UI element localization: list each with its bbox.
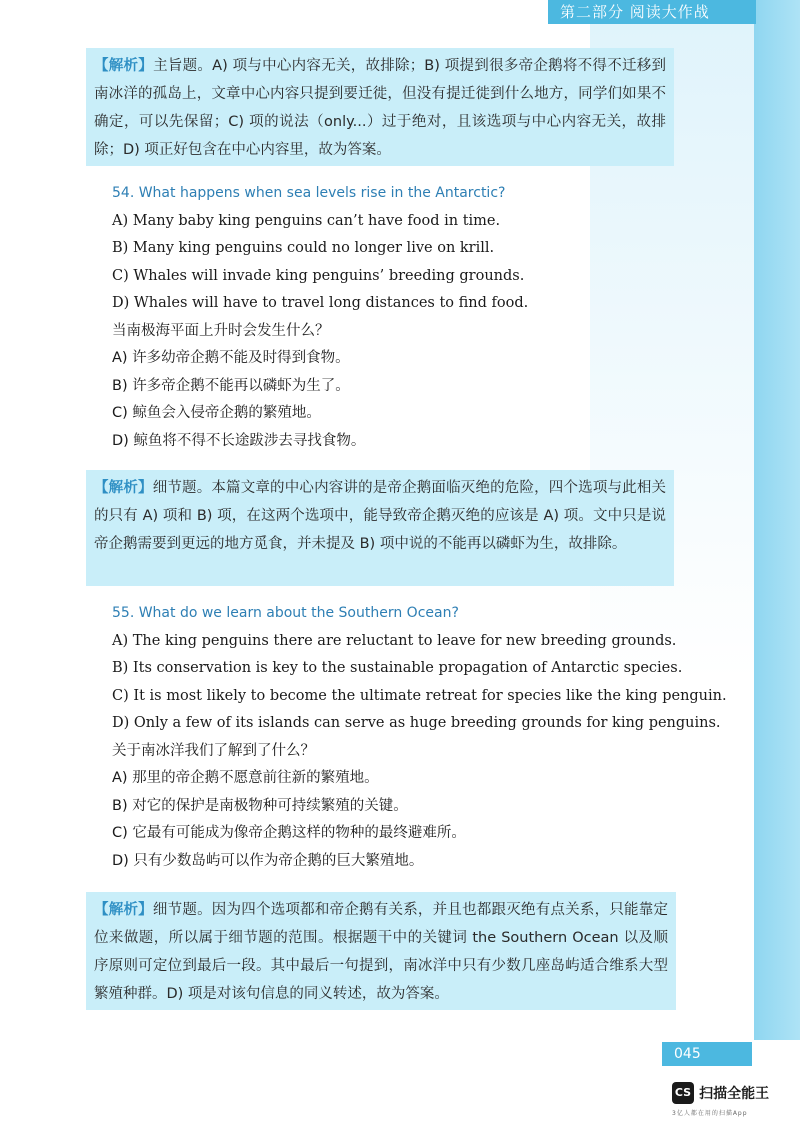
- camscanner-logo-icon: CS: [672, 1082, 694, 1104]
- scanner-watermark: [672, 1082, 792, 1117]
- analysis-tag: 【解析】: [94, 58, 154, 74]
- option-c-cn: C) 鲸鱼会入侵帝企鹅的繁殖地。: [112, 405, 321, 421]
- option-a-cn: A) 许多幼帝企鹅不能及时得到食物。: [112, 350, 350, 366]
- option-d-cn: D) 只有少数岛屿可以作为帝企鹅的巨大繁殖地。: [112, 852, 424, 869]
- option-a-cn: A) 那里的帝企鹅不愿意前往新的繁殖地。: [112, 770, 379, 786]
- question-55: [112, 600, 727, 875]
- analysis-box-54: [86, 470, 674, 586]
- question-title-cn: 当南极海平面上升时会发生什么？: [112, 322, 330, 339]
- option-b: B) Its conservation is key to the sustainable propagation of Antarctic species.: [112, 660, 683, 676]
- question-title: 54. What happens when sea levels rise in the Antarctic?: [112, 185, 506, 201]
- option-b-cn: B) 对它的保护是南极物种可持续繁殖的关键。: [112, 797, 408, 814]
- option-c: C) Whales will invade king penguins’ breeding grounds.: [112, 267, 525, 284]
- question-title: 55. What do we learn about the Southern Ocean?: [112, 605, 459, 621]
- question-title-cn: 关于南冰洋我们了解到了什么？: [112, 742, 315, 759]
- analysis-text: 主旨题。A) 项与中心内容无关，故排除；B) 项提到很多帝企鹅将不得不迁移到南冰洋的孤岛上，文章中心内容只提到要迁徙，但没有提迁徙到什么地方，同学们如果不确定，可以先保留；C) 项的说法（only...）过于绝对，且该选项与中心内容无关，故排除；D) 项正好包含在中心内容里，故为答案。: [94, 58, 667, 158]
- option-c: C) It is most likely to become the ultimate retreat for species like the king penguin.: [112, 687, 727, 704]
- analysis-tag: 【解析】: [94, 480, 153, 496]
- option-a: A) The king penguins there are reluctant to leave for new breeding grounds.: [112, 632, 677, 649]
- option-b: B) Many king penguins could no longer live on krill.: [112, 240, 495, 256]
- analysis-text: 细节题。因为四个选项都和帝企鹅有关系，并且也都跟灭绝有点关系，只能靠定位来做题，所以属于细节题的范围。根据题干中的关键词 the Southern Ocean 以及顺序原则可定位到最后一段。其中最后一句提到，南冰洋中只有少数几座岛屿适合维系大型繁殖种群。D) 项是对该句信息的同义转述，故为答案。: [94, 902, 669, 1002]
- option-d-cn: D) 鲸鱼将不得不长途跋涉去寻找食物。: [112, 432, 366, 449]
- question-54: [112, 180, 528, 455]
- analysis-tag: 【解析】: [94, 902, 153, 918]
- page-number: 045: [662, 1042, 752, 1066]
- option-c-cn: C) 它最有可能成为像帝企鹅这样的物种的最终避难所。: [112, 825, 466, 841]
- option-a: A) Many baby king penguins can’t have food in time.: [112, 212, 501, 229]
- watermark-name: 扫描全能王: [699, 1086, 770, 1102]
- section-header: 第二部分 阅读大作战: [548, 0, 756, 24]
- page-edge-strip: [754, 0, 800, 1040]
- option-d: D) Whales will have to travel long distances to find food.: [112, 295, 529, 311]
- option-d: D) Only a few of its islands can serve as huge breeding grounds for king penguins.: [112, 715, 721, 731]
- analysis-box-53: [86, 48, 674, 166]
- analysis-box-55: [86, 892, 676, 1010]
- analysis-text: 细节题。本篇文章的中心内容讲的是帝企鹅面临灭绝的危险，四个选项与此相关的只有 A) 项和 B) 项，在这两个选项中，能导致帝企鹅灭绝的应该是 A) 项。文中只是说帝企鹅需要到更远的地方觅食，并未提及 B) 项中说的不能再以磷虾为生，故排除。: [94, 480, 667, 552]
- watermark-subtitle: 3亿人都在用的扫描App: [672, 1110, 748, 1117]
- option-b-cn: B) 许多帝企鹅不能再以磷虾为生了。: [112, 377, 350, 394]
